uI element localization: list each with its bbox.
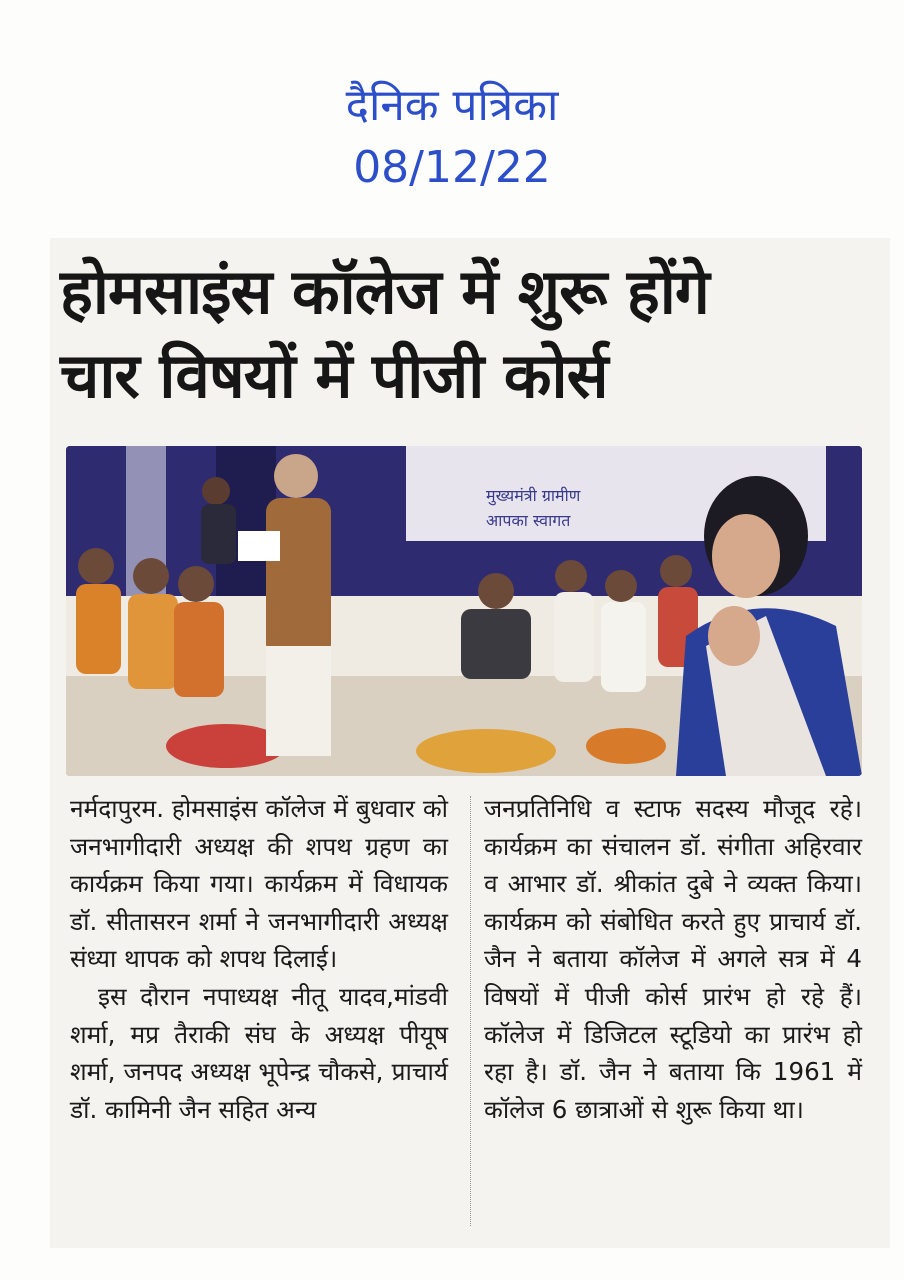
article-paragraph-3: जनप्रतिनिधि व स्टाफ सदस्य मौजूद रहे। कार्यक्रम का संचालन डॉ. संगीता अहिरवार व आभार डॉ. श्रीकांत दुबे ने व्यक्त किया। कार्यक्रम को संबोधित करते हुए प्राचार्य डॉ. जैन ने बताया कॉलेज में अगले सत्र में 4 विषयों में पीजी कोर्स प्रारंभ हो रहे हैं। कॉलेज में डिजिटल स्टूडियो का प्रारंभ हो रहा है। डॉ. जैन ने बताया कि 1961 में कॉलेज 6 छात्राओं से शुरू किया था। xyxy=(484,794,862,1124)
publication-date: 08/12/22 xyxy=(353,142,551,193)
headline-line-1: होमसाइंस कॉलेज में शुरू होंगे xyxy=(60,255,709,328)
article-paragraph-1: नर्मदापुरम. होमसाइंस कॉलेज में बुधवार को जनभागीदारी अध्यक्ष की शपथ ग्रहण का कार्यक्रम किया गया। कार्यक्रम में विधायक डॉ. सीतासरन शर्मा ने जनभागीदारी अध्यक्ष संध्या थापक को शपथ दिलाई। xyxy=(70,794,448,974)
banner-text-1: मुख्यमंत्री ग्रामीण xyxy=(486,486,581,505)
event-photo-illustration xyxy=(66,446,862,776)
article-paragraph-2: इस दौरान नपाध्यक्ष नीतू यादव,मांडवी शर्मा, मप्र तैराकी संघ के अध्यक्ष पीयूष शर्मा, जनपद अध्यक्ष भूपेन्द्र चौकसे, प्राचार्य डॉ. कामिनी जैन सहित अन्य xyxy=(70,981,448,1124)
headline xyxy=(60,250,880,418)
event-photo xyxy=(66,446,862,776)
newspaper-name: दैनिक पत्रिका xyxy=(345,80,559,131)
banner-text-2: आपका स्वागत xyxy=(486,511,571,530)
article-column-left xyxy=(70,790,448,1128)
headline-line-2: चार विषयों में पीजी कोर्स xyxy=(60,339,608,412)
article-column-right xyxy=(484,790,862,1128)
column-divider xyxy=(470,796,471,1226)
